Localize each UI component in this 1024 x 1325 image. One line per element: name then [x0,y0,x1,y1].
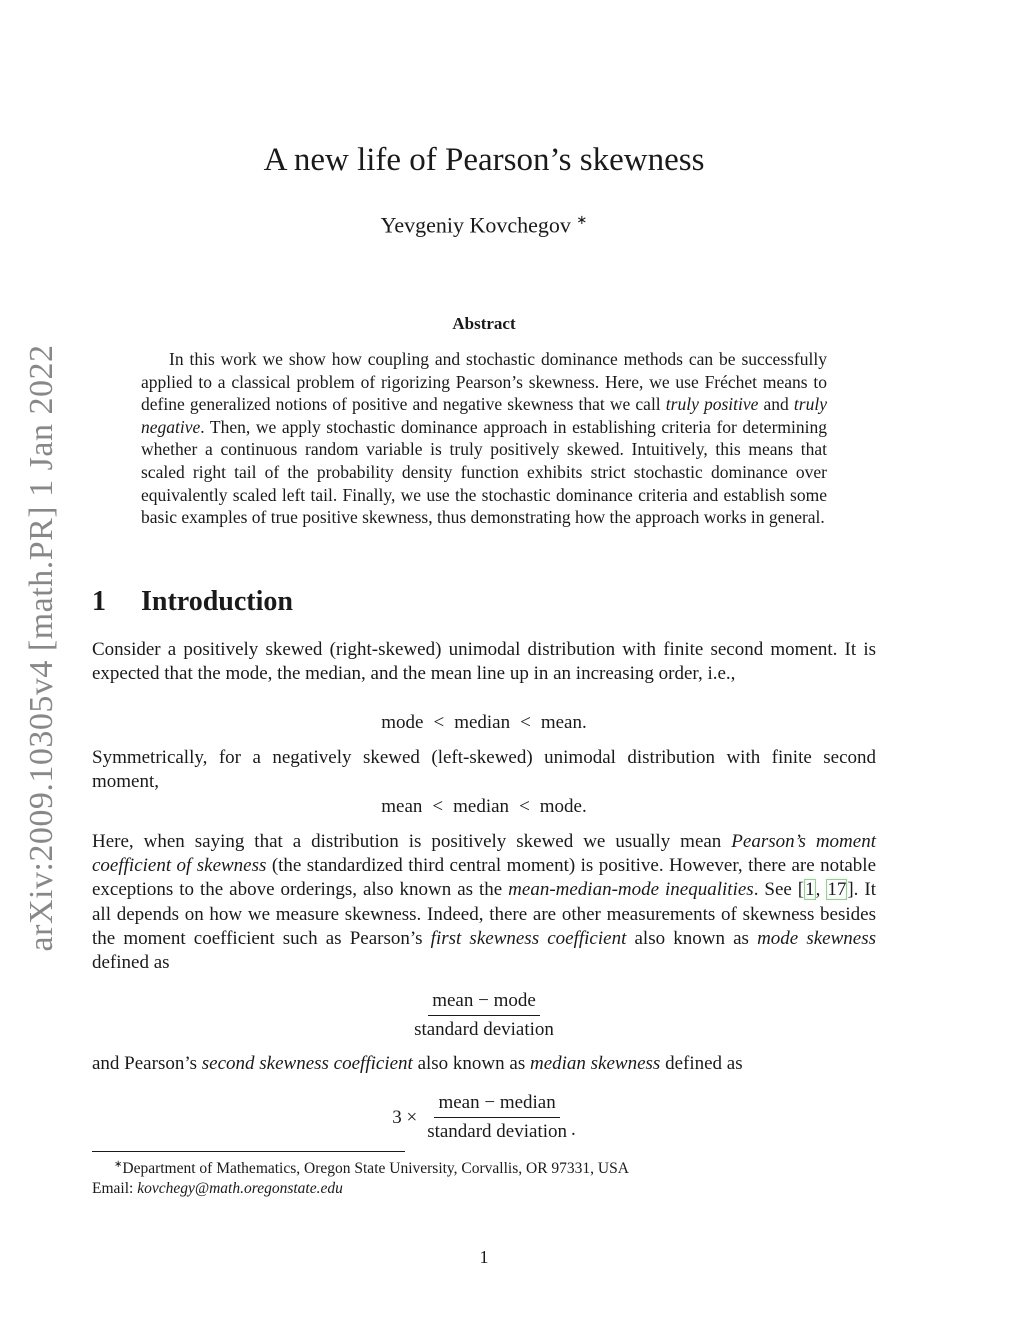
arxiv-identifier: arXiv:2009.10305v4 [math.PR] 1 Jan 2022 [23,344,60,952]
page-number: 1 [479,1247,489,1267]
footnote-email-label: Email: [92,1180,134,1198]
footnote-email[interactable]: kovchegy@math.oregonstate.edu [137,1180,343,1198]
section-number: 1 [92,586,106,617]
fraction-numerator: mean − mode [428,990,540,1016]
term-moment-coefficient: Pearson’s moment coefficient of skewness [92,831,876,877]
equation-mode-skewness [92,990,876,1041]
term-truly-positive: truly positive [665,394,759,415]
fraction [423,1092,571,1143]
intro-paragraph-3: Here, when saying that a distribution is positively skewed we usually mean Pearson’s moment coefficient of skewness (the standardized third central moment) is positive. However, there are notable exceptions to the above orderings, also known as the mean-median-mode inequalities. See [1, 17]. It all depends on how we measure skewness. Indeed, there are other measurements of skewness besides the moment coefficient such as Pearson’s first skewness coefficient also known as mode skewness defined as [92,831,877,974]
fraction-prefix: 3 × [392,1106,418,1128]
term-truly-negative: truly negative [141,394,827,437]
footnote-affiliation-line [92,1155,876,1179]
intro-paragraph-1: Consider a positively skewed (right-skewed) unimodal distribution with finite second moment. It is expected that the mode, the median, and the mean line up in an increasing order, i.e., [92,639,876,685]
equation-median-skewness [92,1092,876,1143]
citation-link-17[interactable]: 17 [827,879,847,901]
equation-negative-order: mean < median < mode. [381,796,587,817]
author-name: Yevgeniy Kovchegov [380,212,571,238]
paper-title: A new life of Pearson’s skewness [263,142,705,178]
footnote-mark: ∗ [114,1159,123,1170]
fraction [410,990,558,1041]
footnote [92,1155,876,1199]
intro-paragraph-2: Symmetrically, for a negatively skewed (left-skewed) unimodal distribution with finite second moment, [92,747,876,793]
citation-link-1[interactable]: 1 [805,879,815,901]
fraction-numerator: mean − median [434,1092,559,1118]
author-line [0,212,968,238]
footnote-affiliation: Department of Mathematics, Oregon State University, Corvallis, OR 97331, USA [122,1160,629,1178]
intro-paragraph-4: and Pearson’s second skewness coefficient also known as median skewness defined as [92,1053,743,1074]
term-second-skewness: second skewness coefficient [201,1053,413,1074]
abstract-body: In this work we show how coupling and stochastic dominance methods can be successfully applied to a classical problem of rigorizing Pearson’s skewness. Here, we use Fréchet means to define generalized notions of positive and negative skewness that we call truly positive and truly negative. Then, we apply stochastic dominance approach in establishing criteria for determining whether a continuous random variable is truly positively skewed. Intuitively, this means that scaled right tail of the probability density function exhibits strict stochastic dominance over equivalently scaled left tail. Finally, we use the stochastic dominance criteria and establish some basic examples of true positive skewness, thus demonstrating how the approach works in general. [141,349,827,528]
author-footnote-mark[interactable]: ∗ [576,212,588,227]
fraction-suffix: . [571,1119,576,1140]
fraction-denominator: standard deviation [427,1121,568,1142]
term-first-skewness: first skewness coefficient [430,927,627,949]
section-title: Introduction [141,586,293,617]
term-mode-skewness: mode skewness [757,927,877,949]
section-heading-introduction [92,586,293,618]
footnote-email-line [92,1179,876,1199]
equation-positive-order: mode < median < mean. [381,712,587,733]
term-mean-median-mode: mean-median-mode inequalities [508,879,754,901]
term-median-skewness: median skewness [529,1053,661,1074]
footnote-rule [92,1151,405,1152]
fraction-denominator: standard deviation [414,1019,554,1040]
abstract-heading: Abstract [452,314,516,333]
